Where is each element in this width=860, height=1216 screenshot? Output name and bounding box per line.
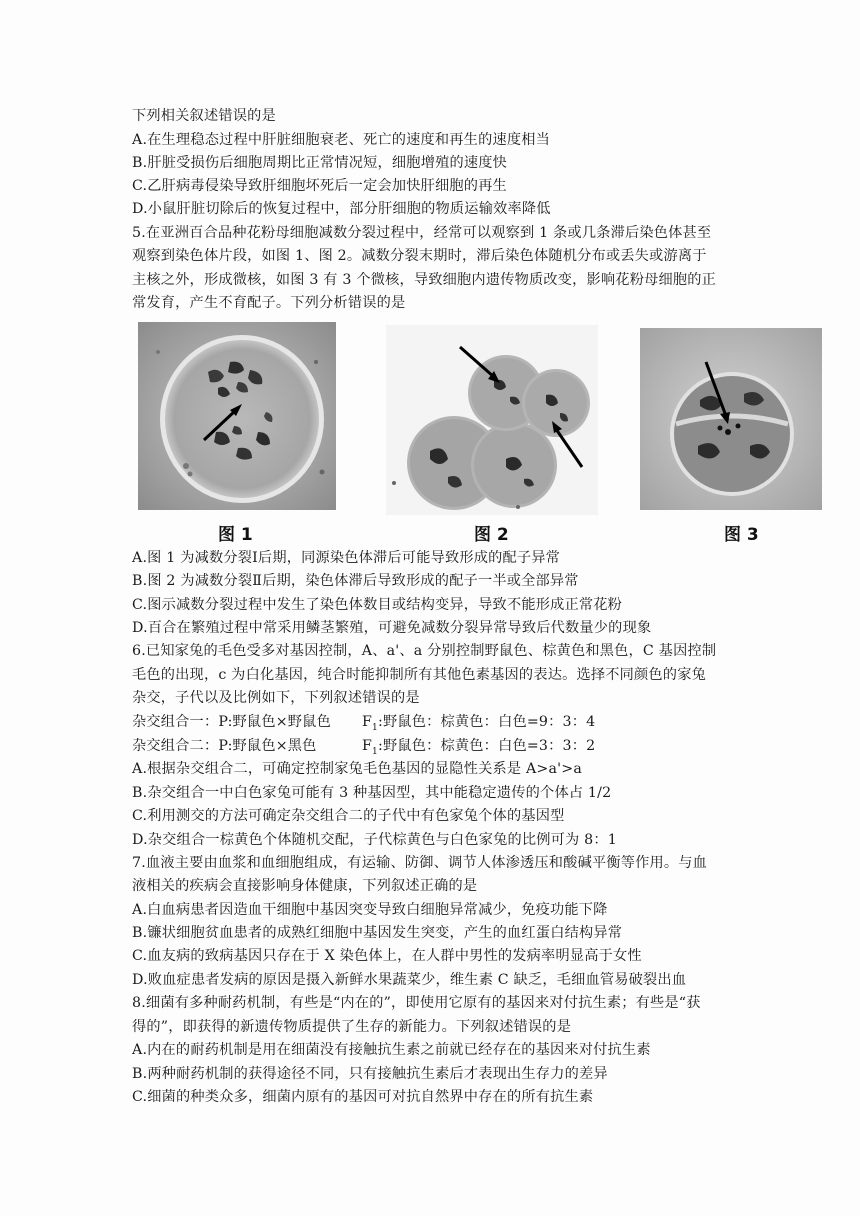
q6-option-b: B.杂交组合一中白色家兔可能有 3 种基因型，其中能稳定遗传的个体占 1/2 (132, 785, 612, 801)
q4-option-b: B.肝脏受损伤后细胞周期比正常情况短，细胞增殖的速度快 (132, 155, 508, 171)
q8-option-b: B.两种耐药机制的获得途径不同，只有接触抗生素后才表现出生存力的差异 (132, 1066, 608, 1082)
q6-cross-2-parents: 杂交组合二：P:野鼠色×黑色 (132, 738, 317, 754)
q7-option-b: B.镰状细胞贫血患者的成熟红细胞中基因发生突变，产生的血红蛋白结构异常 (132, 925, 623, 941)
q5-stem-line-4: 常发育，产生不育配子。下列分析错误的是 (132, 295, 406, 311)
q6-cross-1-parents: 杂交组合一：P:野鼠色×野鼠色 (132, 714, 331, 730)
q4-option-c: C.乙肝病毒侵染导致肝细胞坏死后一定会加快肝细胞的再生 (132, 178, 507, 194)
figure-2-micrograph (386, 325, 598, 515)
q5-option-b: B.图 2 为减数分裂Ⅱ后期，染色体滞后导致形成的配子一半或全部异常 (132, 573, 579, 589)
q6-option-d: D.杂交组合一棕黄色个体随机交配，子代棕黄色与白色家兔的比例可为 8：1 (132, 832, 617, 848)
q6-option-a: A.根据杂交组合二，可确定控制家兔毛色基因的显隐性关系是 A>a'>a (132, 761, 582, 777)
q6-cross-1-sub: 1 (372, 722, 378, 733)
q7-option-a: A.白血病患者因造血干细胞中基因突变导致白细胞异常减少，免疫功能下降 (132, 902, 608, 918)
q8-stem-line-2: 得的”，即获得的新遗传物质提供了生存的新能力。下列叙述错误的是 (132, 1019, 572, 1035)
q8-stem-line-1: 8.细菌有多种耐药机制，有些是“内在的”，即使用它原有的基因来对付抗生素；有些是“获 (132, 995, 701, 1011)
figure-1-micrograph (138, 322, 336, 510)
q4-option-a: A.在生理稳态过程中肝脏细胞衰老、死亡的速度和再生的速度相当 (132, 132, 551, 148)
q6-cross-1-offspring (362, 712, 595, 738)
q7-stem-line-1: 7.血液主要由血浆和血细胞组成，有运输、防御、调节人体渗透压和酸碱平衡等作用。与血 (132, 855, 708, 871)
q5-stem-line-1: 5.在亚洲百合品种花粉母细胞减数分裂过程中，经常可以观察到 1 条或几条滞后染色体甚至 (132, 225, 712, 241)
figure-3-caption: 图 3 (724, 525, 759, 545)
q6-cross-2-f: F (362, 738, 373, 754)
q6-cross-2-offspring (362, 736, 595, 762)
q5-stem-line-2: 观察到染色体片段，如图 1、图 2。减数分裂末期时，滞后染色体随机分布或丢失或游离于 (132, 248, 707, 264)
figure-1-caption: 图 1 (218, 525, 253, 545)
q8-option-a: A.内在的耐药机制是用在细菌没有接触抗生素之前就已经存在的基因来对付抗生素 (132, 1042, 651, 1058)
q6-cross-1-ratio: :野鼠色：棕黄色：白色=9：3：4 (377, 714, 596, 730)
q5-stem-line-3: 主核之外，形成微核，如图 3 有 3 个微核，导致细胞内遗传物质改变，影响花粉母细胞的正 (132, 272, 717, 288)
q5-option-a: A.图 1 为减数分裂Ⅰ后期，同源染色体滞后可能导致形成的配子异常 (132, 550, 561, 566)
q6-cross-2-ratio: :野鼠色：棕黄色：白色=3：3：2 (377, 738, 596, 754)
q8-option-c: C.细菌的种类众多，细菌内原有的基因可对抗自然界中存在的所有抗生素 (132, 1089, 594, 1105)
q4-stem: 下列相关叙述错误的是 (132, 108, 276, 124)
figure-2-caption: 图 2 (474, 525, 509, 545)
q7-option-c: C.血友病的致病基因只存在于 X 染色体上，在人群中男性的发病率明显高于女性 (132, 948, 642, 964)
q5-option-d: D.百合在繁殖过程中常采用鳞茎繁殖，可避免减数分裂异常导致后代数量少的现象 (132, 620, 652, 636)
q6-stem-line-1: 6.已知家兔的毛色受多对基因控制，A、a'、a 分别控制野鼠色、棕黄色和黑色，C 基因控制 (132, 643, 717, 659)
q7-stem-line-2: 液相关的疾病会直接影响身体健康，下列叙述正确的是 (132, 878, 478, 894)
q6-cross-2-sub: 1 (372, 746, 378, 757)
figure-3-micrograph (640, 328, 822, 510)
q6-option-c: C.利用测交的方法可确定杂交组合二的子代中有色家兔个体的基因型 (132, 808, 565, 824)
q6-stem-line-3: 杂交，子代以及比例如下，下列叙述错误的是 (132, 690, 420, 706)
q5-option-c: C.图示减数分裂过程中发生了染色体数目或结构变异，导致不能形成正常花粉 (132, 597, 623, 613)
q6-stem-line-2: 毛色的出现，c 为白化基因，纯合时能抑制所有其他色素基因的表达。选择不同颜色的家兔 (132, 667, 706, 683)
q4-option-d: D.小鼠肝脏切除后的恢复过程中，部分肝细胞的物质运输效率降低 (132, 201, 551, 217)
q7-option-d: D.败血症患者发病的原因是摄入新鲜水果蔬菜少，维生素 C 缺乏，毛细血管易破裂出血 (132, 972, 687, 988)
q6-cross-1-f: F (362, 714, 373, 730)
